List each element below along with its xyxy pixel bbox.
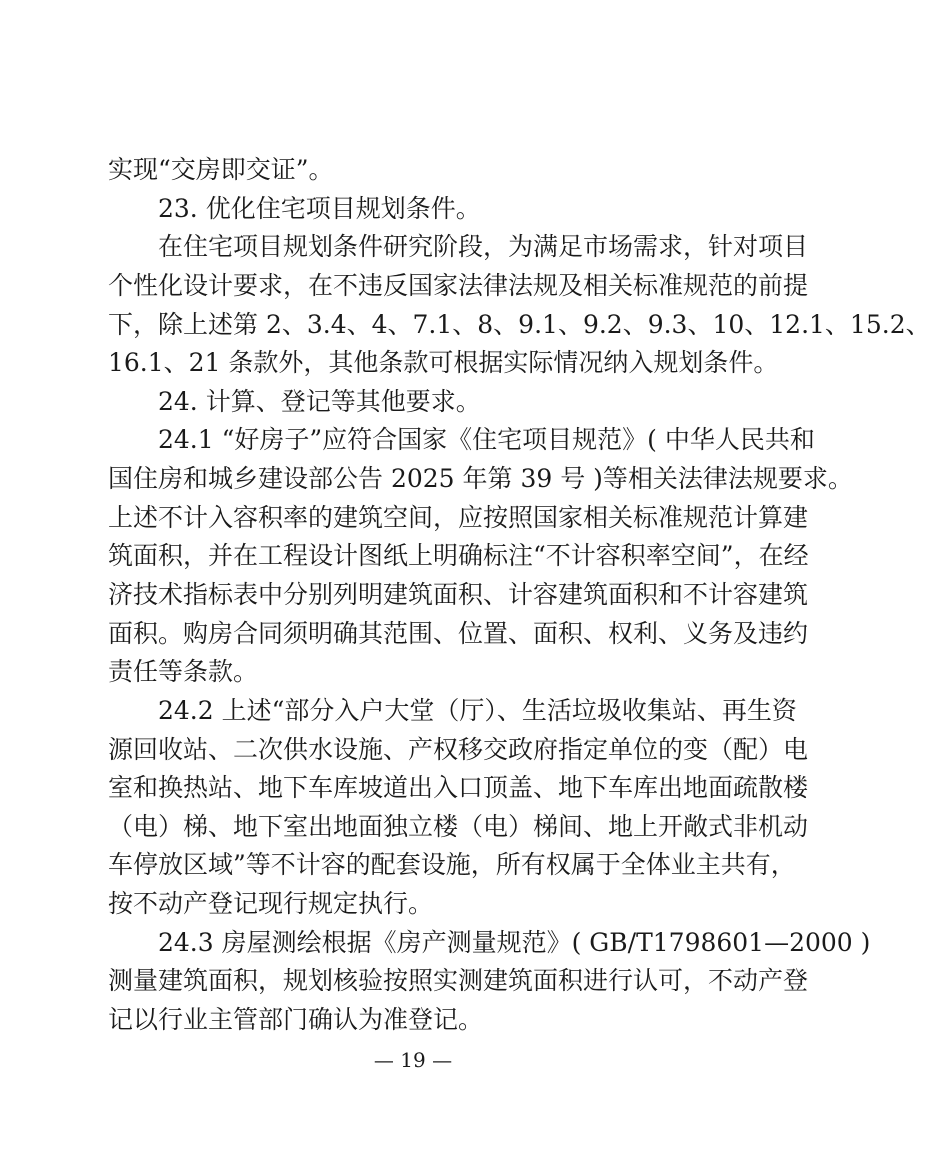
text-line: 记以行业主管部门确认为准登记。: [108, 1005, 484, 1034]
text-line: 源回收站、二次供水设施、产权移交政府指定单位的变（配）电: [108, 734, 809, 764]
text-line: 24.2 上述“部分入户大堂（厅）、生活垃圾收集站、再生资: [158, 695, 797, 725]
text-line: 16.1、21 条款外，其他条款可根据实际情况纳入规划条件。: [108, 348, 779, 378]
text-line: 责任等条款。: [108, 657, 259, 687]
text-line: 测量建筑面积，规划核验按照实测建筑面积进行认可，不动产登: [108, 966, 809, 996]
text-line: 上述不计入容积率的建筑空间，应按照国家相关标准规范计算建: [108, 502, 809, 532]
page-number: — 19 —: [373, 1048, 453, 1072]
text-line: 个性化设计要求，在不违反国家法律法规及相关标准规范的前提: [108, 270, 809, 300]
text-line: 济技术指标表中分别列明建筑面积、计容建筑面积和不计容建筑: [108, 580, 809, 609]
section-heading: 24. 计算、登记等其他要求。: [158, 386, 481, 416]
text-line: 24.3 房屋测绘根据《房产测量规范》( GB/T1798601—2000 ): [158, 927, 871, 957]
text-line: 24.1 “好房子”应符合国家《住宅项目规范》( 中华人民共和: [158, 425, 815, 455]
text-line: 室和换热站、地下车库坡道出入口顶盖、地下车库出地面疏散楼: [108, 773, 809, 803]
text-line: 下，除上述第 2、3.4、4、7.1、8、9.1、9.2、9.3、10、12.1、15.2、: [108, 309, 931, 339]
text-line: 面积。购房合同须明确其范围、位置、面积、权利、义务及违约: [108, 618, 809, 648]
text-line: （电）梯、地下室出地面独立楼（电）梯间、地上开敞式非机动: [108, 811, 809, 841]
text-line: 在住宅项目规划条件研究阶段，为满足市场需求，针对项目: [158, 232, 809, 262]
section-heading: 23. 优化住宅项目规划条件。: [158, 193, 481, 223]
text-line: 实现“交房即交证”。: [108, 155, 334, 184]
text-line: 筑面积，并在工程设计图纸上明确标注“不计容积率空间”，在经: [108, 541, 809, 571]
text-line: 车停放区域”等不计容的配套设施，所有权属于全体业主共有，: [108, 850, 796, 880]
text-line: 国住房和城乡建设部公告 2025 年第 39 号 )等相关法律法规要求。: [108, 464, 853, 494]
text-line: 按不动产登记现行规定执行。: [108, 889, 434, 919]
